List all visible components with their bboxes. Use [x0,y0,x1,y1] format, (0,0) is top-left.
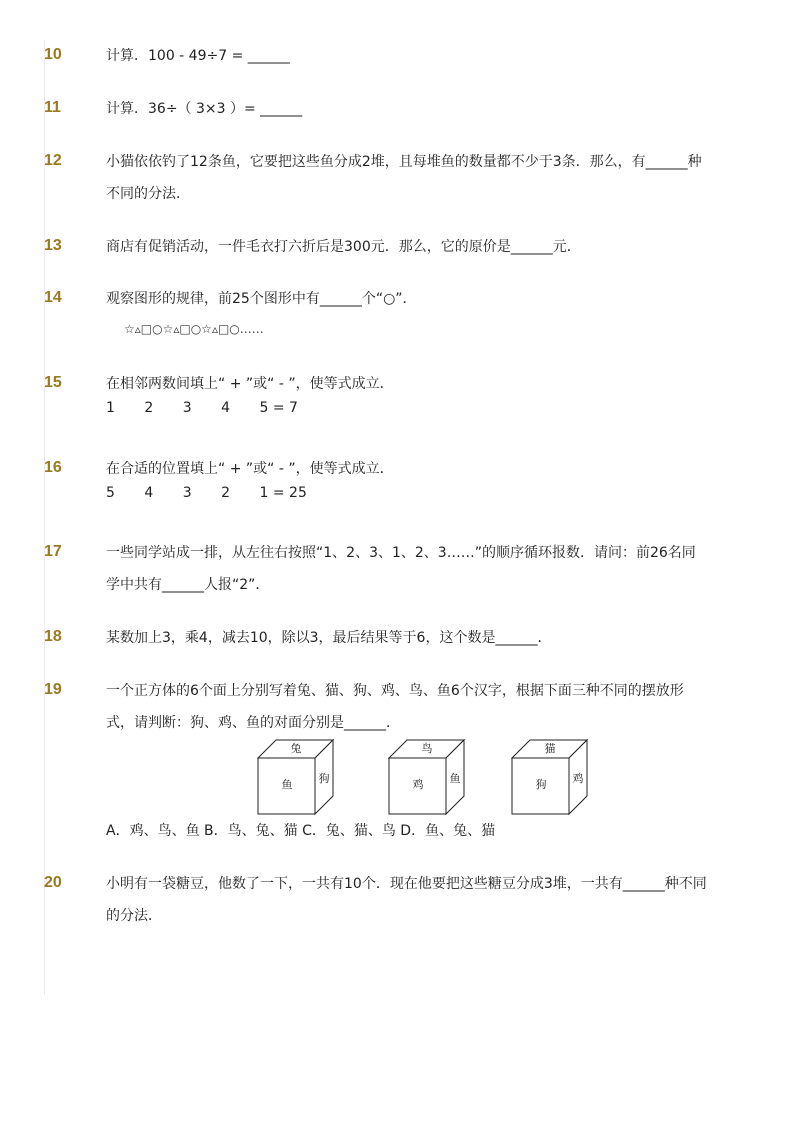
question-text: 计算．100 - 49÷7 = ______ [106,48,290,64]
number: 4 [221,400,231,416]
question-number: 11 [44,99,61,116]
answer-options: A．鸡、鸟、鱼 B．鸟、兔、猫 C．兔、猫、鸟 D．鱼、兔、猫 [106,823,496,839]
number: 1 = 25 [259,485,307,501]
number: 3 [182,485,192,501]
question-text: 不同的分法． [106,186,190,202]
question-text: 观察图形的规律，前25个图形中有______个“○”． [106,291,417,307]
cube-side-label: 狗 [318,772,330,785]
question-number: 12 [44,152,62,169]
question-number: 15 [44,374,62,391]
number: 3 [182,400,192,416]
number-row [106,400,298,416]
question-text: 小明有一袋糖豆，他数了一下，一共有10个．现在他要把这些糖豆分成3堆，一共有______种不同 [106,876,707,892]
number: 2 [221,485,231,501]
number-row [106,485,307,501]
question-number: 17 [44,543,62,560]
question-number: 18 [44,628,62,645]
question-text: 学中共有______人报“2”． [106,577,270,593]
question-number: 16 [44,459,62,476]
number: 1 [106,400,115,416]
cube-side-label: 鸡 [572,772,584,785]
question-text: 一些同学站成一排，从左往右按照“1、2、3、1、2、3……”的顺序循环报数．请问：前26名同 [106,545,696,561]
question-number: 10 [44,46,62,63]
cube-top-label: 猫 [544,742,556,755]
cube-front-label: 鸡 [412,778,424,791]
question-text: 计算．36÷（ 3×3 ）= ______ [106,101,303,117]
number: 4 [144,485,154,501]
cube-front-label: 狗 [535,778,547,791]
left-margin-rule [44,40,45,995]
cube-figures [250,738,600,816]
shape-sequence: ☆▵□○☆▵□○☆▵□○…… [124,322,264,336]
question-text: 的分法． [106,908,162,924]
question-text: 式，请判断：狗、鸡、鱼的对面分别是______． [106,715,400,731]
cube-1 [257,738,337,816]
number: 2 [144,400,154,416]
question-number: 19 [44,681,62,698]
cube-top-label: 兔 [290,742,302,755]
question-text: 小猫依依钓了12条鱼，它要把这些鱼分成2堆，且每堆鱼的数量都不少于3条．那么，有______种 [106,154,702,170]
cube-2 [388,738,468,816]
cube-top-label: 鸟 [421,742,433,755]
question-text: 一个正方体的6个面上分别写着兔、猫、狗、鸡、鸟、鱼6个汉字，根据下面三种不同的摆放形 [106,683,684,699]
number: 5 [106,485,115,501]
number: 5 = 7 [259,400,298,416]
cube-front-label: 鱼 [281,778,293,791]
question-text: 在合适的位置填上“ + ”或“ - ”，使等式成立． [106,461,394,477]
question-text: 在相邻两数间填上“ + ”或“ - ”，使等式成立． [106,376,394,392]
question-number: 14 [44,289,62,306]
cube-side-label: 鱼 [449,772,461,785]
question-number: 20 [44,874,62,891]
question-text: 某数加上3，乘4，减去10，除以3，最后结果等于6，这个数是______． [106,630,552,646]
question-number: 13 [44,237,62,254]
cube-3 [511,738,591,816]
question-text: 商店有促销活动，一件毛衣打六折后是300元．那么，它的原价是______元． [106,239,581,255]
